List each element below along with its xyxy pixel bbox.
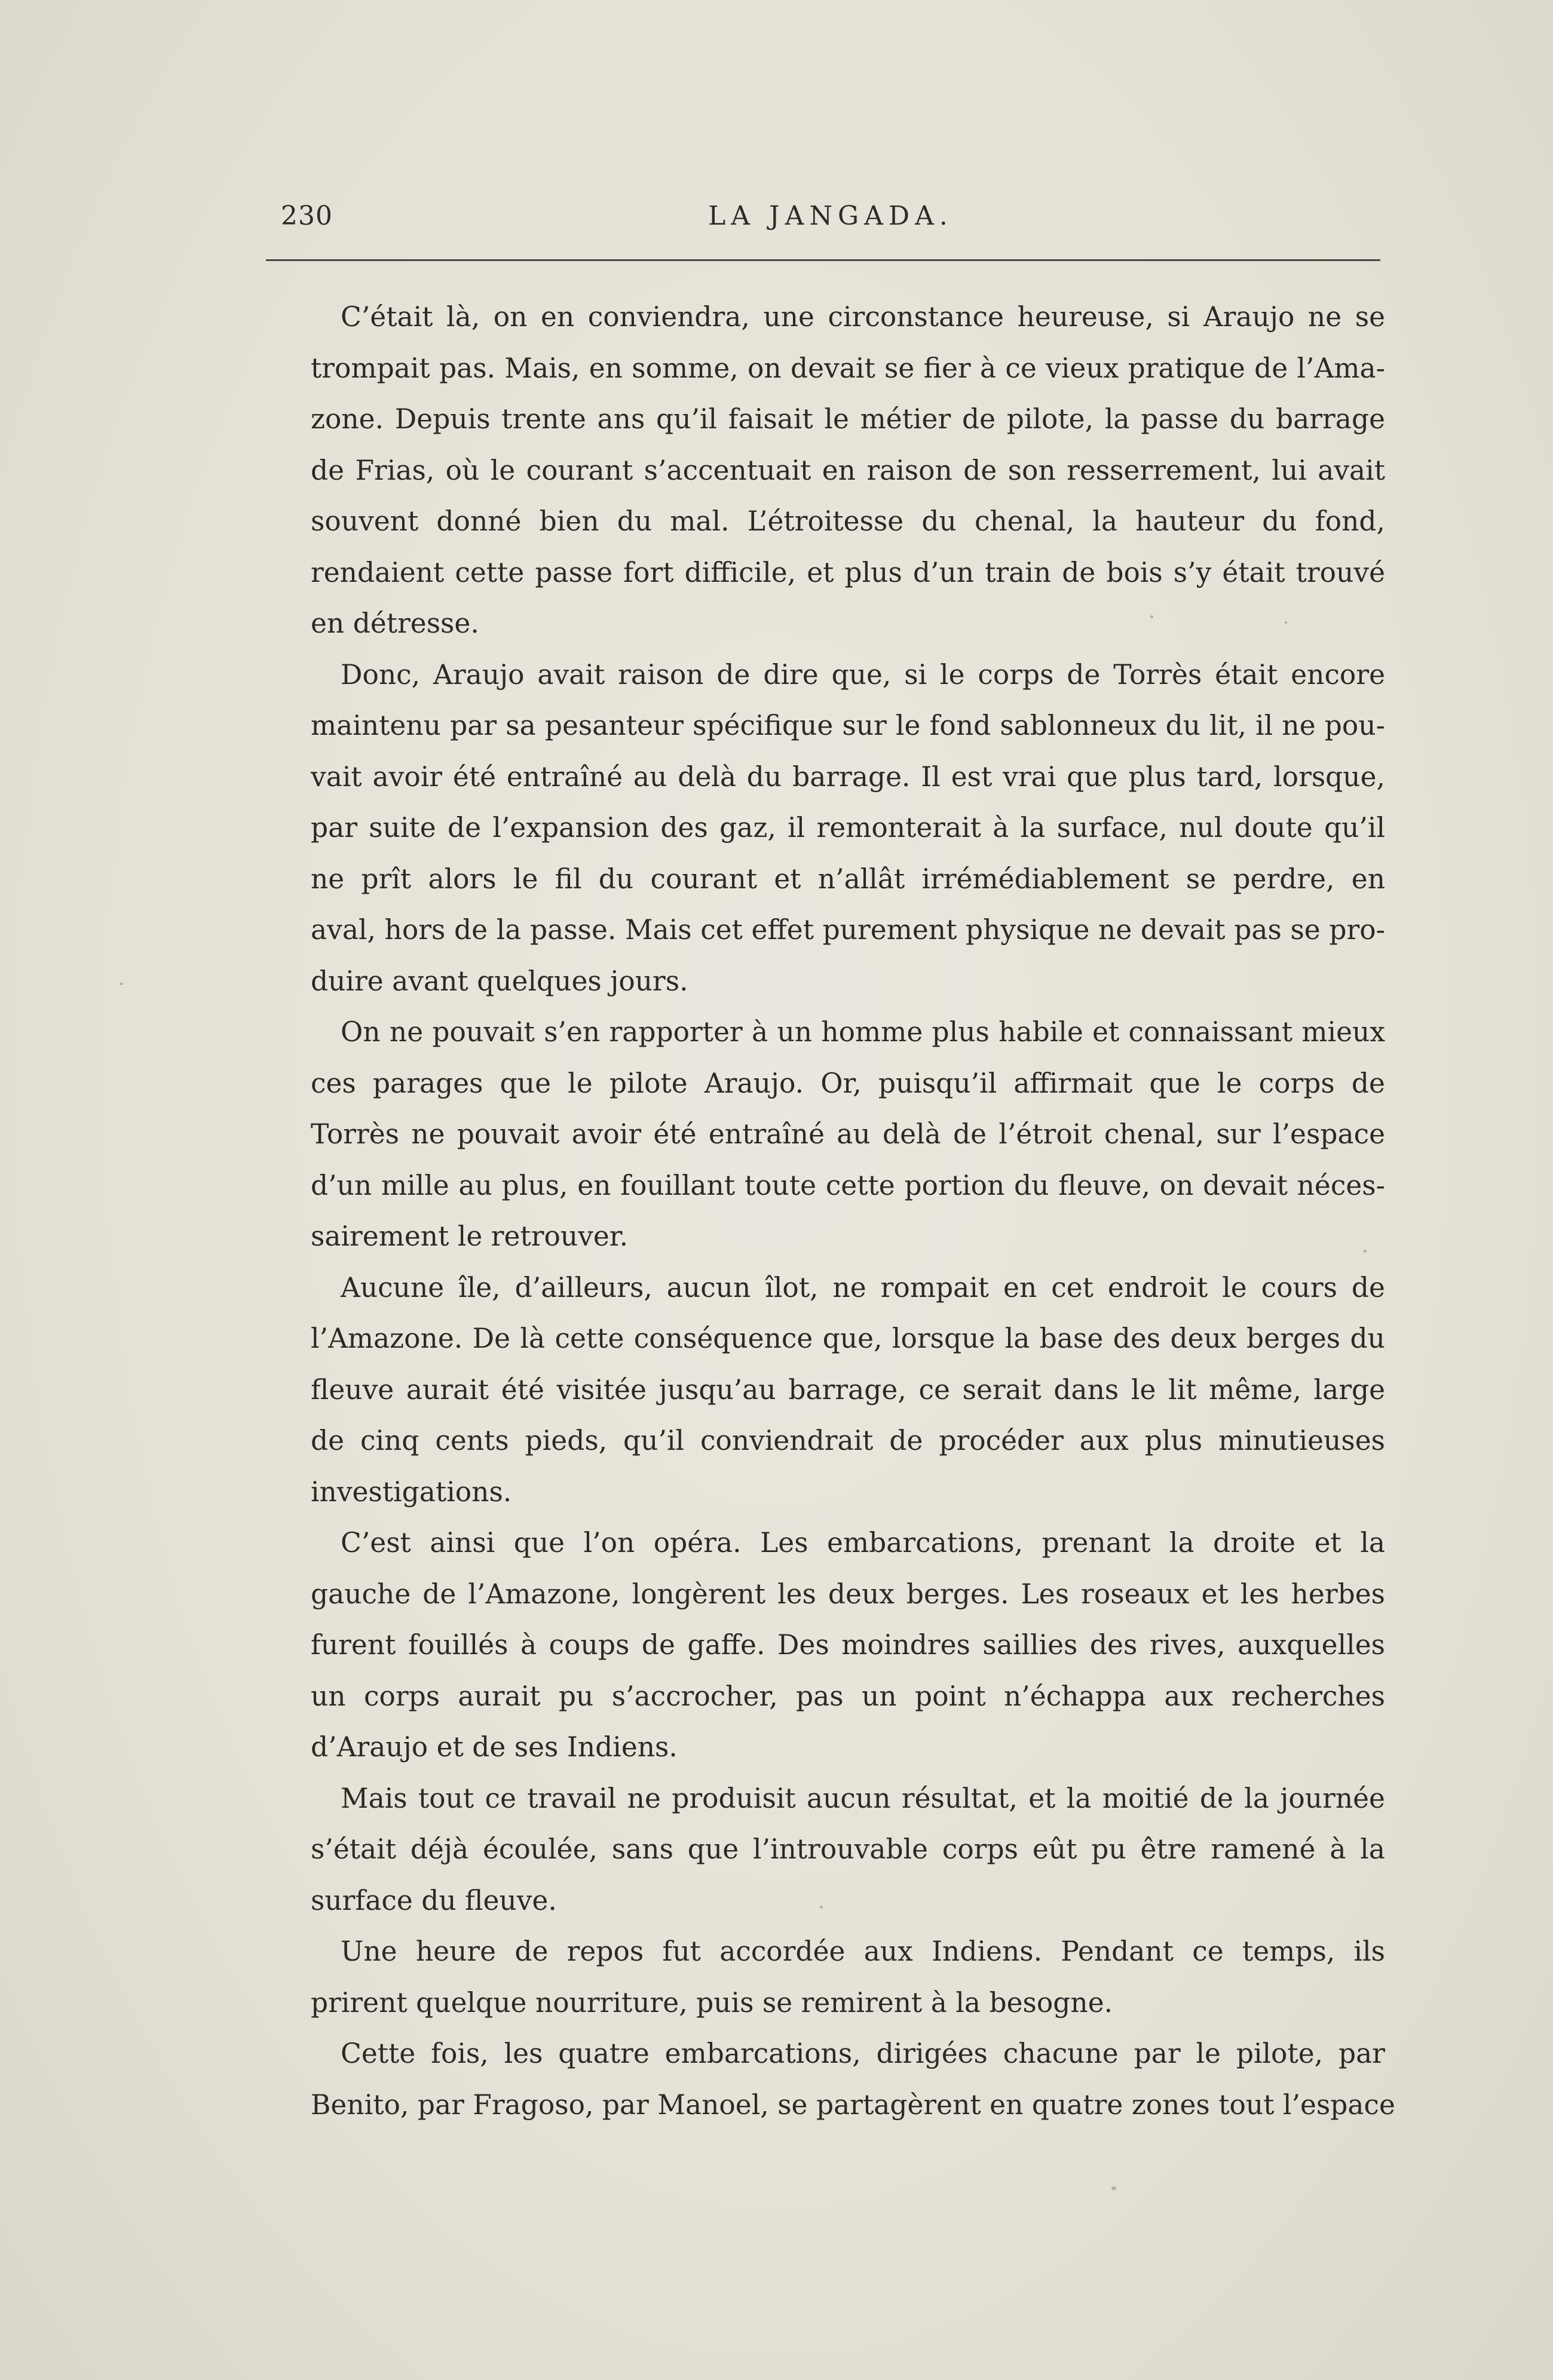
paper-speck: [1364, 1250, 1367, 1253]
text-line: de Frias, où le courant s’accentuait en raison de son resserrement, lui avait: [311, 454, 1385, 486]
text-line: Benito, par Fragoso, par Manoel, se partagèrent en quatre zones tout l’espace: [311, 2088, 1395, 2121]
text-line: maintenu par sa pesanteur spécifique sur le fond sablonneux du lit, il ne pou-: [311, 710, 1385, 741]
text-line: souvent donné bien du mal. L’étroitesse du chenal, la hauteur du fond,: [311, 505, 1385, 537]
text-line: Donc, Araujo avait raison de dire que, si le corps de Torrès était encore: [341, 658, 1385, 691]
text-line: furent fouillés à coups de gaffe. Des moindres saillies des rives, auxquelles: [311, 1629, 1385, 1661]
text-line: Cette fois, les quatre embarcations, dirigées chacune par le pilote, par: [341, 2038, 1385, 2069]
paragraph: [281, 1773, 1385, 1927]
text-line: surface du fleuve.: [311, 1884, 557, 1916]
paper-speck: [820, 1906, 823, 1909]
text-line: ne prît alors le fil du courant et n’allât irrémédiablement se perdre, en: [311, 863, 1385, 895]
text-line: On ne pouvait s’en rapporter à un homme plus habile et connaissant mieux: [341, 1016, 1385, 1048]
text-line: rendaient cette passe fort difficile, et plus d’un train de bois s’y était trouvé: [311, 556, 1385, 588]
text-line: ces parages que le pilote Araujo. Or, puisqu’il affirmait que le corps de: [311, 1067, 1385, 1099]
text-line: vait avoir été entraîné au delà du barrage. Il est vrai que plus tard, lorsque,: [311, 760, 1385, 793]
running-title: LA JANGADA.: [708, 201, 953, 231]
text-line: fleuve aurait été visitée jusqu’au barrage, ce serait dans le lit même, large: [311, 1373, 1385, 1406]
header-rule: [266, 259, 1380, 261]
text-line: C’était là, on en conviendra, une circonstance heureuse, si Araujo ne se: [341, 301, 1385, 333]
text-line: Une heure de repos fut accordée aux Indiens. Pendant ce temps, ils: [341, 1936, 1385, 1967]
text-line: trompait pas. Mais, en somme, on devait se fier à ce vieux pratique de l’Ama-: [311, 352, 1385, 384]
paragraph: [281, 1926, 1385, 2028]
text-line: zone. Depuis trente ans qu’il faisait le métier de pilote, la passe du barrage: [311, 403, 1385, 435]
text-line: duire avant quelques jours.: [311, 965, 688, 997]
paper-speck: [120, 983, 123, 985]
page-header: [281, 201, 1380, 243]
text-line: C’est ainsi que l’on opéra. Les embarcations, prenant la droite et la: [341, 1527, 1385, 1559]
paragraph: [281, 1517, 1385, 1773]
text-line: de cinq cents pieds, qu’il conviendrait de procéder aux plus minutieuses: [311, 1425, 1385, 1456]
paragraph: [281, 1262, 1385, 1518]
text-line: sairement le retrouver.: [311, 1220, 629, 1252]
paragraph: [281, 1007, 1385, 1262]
paper-speck: [1111, 2186, 1116, 2190]
text-line: un corps aurait pu s’accrocher, pas un point n’échappa aux recherches: [311, 1680, 1385, 1712]
text-line: Mais tout ce travail ne produisit aucun résultat, et la moitié de la journée: [341, 1782, 1385, 1814]
text-line: d’un mille au plus, en fouillant toute cette portion du fleuve, on devait néces-: [311, 1169, 1385, 1201]
text-line: par suite de l’expansion des gaz, il remonterait à la surface, nul doute qu’il: [311, 812, 1385, 844]
paragraph: [281, 2028, 1395, 2130]
text-line: d’Araujo et de ses Indiens.: [311, 1731, 678, 1763]
body-text: [281, 292, 1395, 2130]
paragraph: [281, 292, 1385, 649]
text-line: aval, hors de la passe. Mais cet effet purement physique ne devait pas se pro-: [311, 914, 1385, 946]
text-line: en détresse.: [311, 608, 479, 639]
text-line: gauche de l’Amazone, longèrent les deux berges. Les roseaux et les herbes: [311, 1578, 1385, 1610]
page-number: 230: [281, 201, 333, 231]
paper-speck: [1285, 621, 1287, 624]
text-line: prirent quelque nourriture, puis se remirent à la besogne.: [311, 1986, 1113, 2019]
text-line: Aucune île, d’ailleurs, aucun îlot, ne rompait en cet endroit le cours de: [341, 1271, 1385, 1304]
text-line: l’Amazone. De là cette conséquence que, lorsque la base des deux berges du: [311, 1323, 1385, 1354]
text-line: s’était déjà écoulée, sans que l’introuvable corps eût pu être ramené à la: [311, 1833, 1385, 1865]
paragraph: [281, 649, 1385, 1007]
text-line: Torrès ne pouvait avoir été entraîné au delà de l’étroit chenal, sur l’espace: [311, 1118, 1385, 1150]
paper-speck: [1150, 615, 1153, 618]
text-line: investigations.: [311, 1476, 512, 1508]
